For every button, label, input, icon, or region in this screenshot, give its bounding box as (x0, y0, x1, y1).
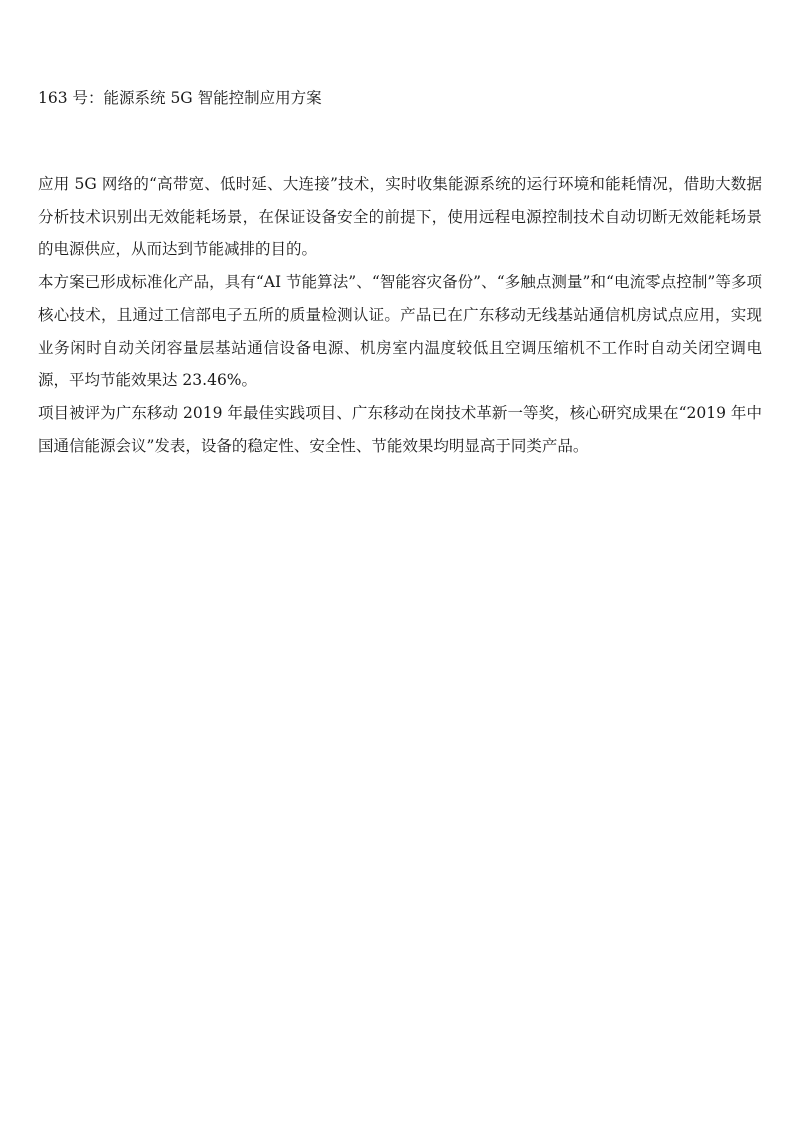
document-title: 163 号：能源系统 5G 智能控制应用方案 (38, 89, 322, 107)
document-body (38, 168, 762, 462)
paragraph-product: 本方案已形成标准化产品，具有“AI 节能算法”、“智能容灾备份”、“多触点测量”和“电流零点控制”等多项核心技术，且通过工信部电子五所的质量检测认证。产品已在广东移动无线基站通信机房试点应用，实现业务闲时自动关闭容量层基站通信设备电源、机房室内温度较低且空调压缩机不工作时自动关闭空调电源，平均节能效果达 23.46%。 (38, 273, 762, 390)
paragraph-awards: 项目被评为广东移动 2019 年最佳实践项目、广东移动在岗技术革新一等奖，核心研究成果在“2019 年中国通信能源会议”发表，设备的稳定性、安全性、节能效果均明显高于同类产品。 (38, 403, 762, 455)
paragraph-intro: 应用 5G 网络的“高带宽、低时延、大连接”技术，实时收集能源系统的运行环境和能耗情况，借助大数据分析技术识别出无效能耗场景，在保证设备安全的前提下，使用远程电源控制技术自动切断无效能耗场景的电源供应，从而达到节能减排的目的。 (38, 175, 762, 259)
